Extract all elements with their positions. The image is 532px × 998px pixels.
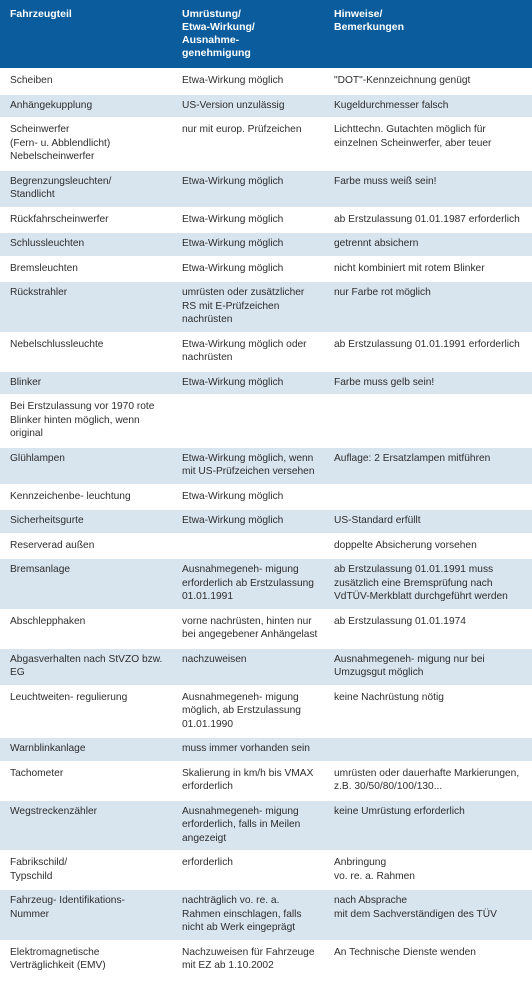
cell-hinweise: keine Umrüstung erforderlich xyxy=(324,800,532,852)
cell-hinweise: ab Erstzulassung 01.01.1974 xyxy=(324,610,532,648)
cell-fahrzeugteil: Warnblinkanlage xyxy=(0,737,172,762)
cell-umruestung: erforderlich xyxy=(172,851,324,889)
cell-hinweise: Farbe muss gelb sein! xyxy=(324,371,532,396)
cell-hinweise xyxy=(324,395,532,447)
table-row xyxy=(0,485,532,510)
cell-hinweise: "DOT"-Kennzeichnung genügt xyxy=(324,69,532,94)
table-row xyxy=(0,941,532,979)
table-row xyxy=(0,800,532,852)
table-row xyxy=(0,558,532,610)
cell-fahrzeugteil: Tachometer xyxy=(0,762,172,800)
table-row xyxy=(0,889,532,941)
cell-fahrzeugteil: Leuchtweiten- regulierung xyxy=(0,686,172,738)
cell-fahrzeugteil: Anhängekupplung xyxy=(0,94,172,119)
cell-fahrzeugteil: Nebelschlussleuchte xyxy=(0,333,172,371)
table-row xyxy=(0,371,532,396)
table-row xyxy=(0,281,532,333)
cell-fahrzeugteil: Bremsanlage xyxy=(0,558,172,610)
cell-umruestung: Skalierung in km/h bis VMAX erforderlich xyxy=(172,762,324,800)
header-umruestung: Umrüstung/ Etwa-Wirkung/ Ausnahme- genehmigung xyxy=(172,0,324,69)
cell-hinweise: getrennt absichern xyxy=(324,232,532,257)
cell-fahrzeugteil: Fahrzeug- Identifikations- Nummer xyxy=(0,889,172,941)
cell-fahrzeugteil: Rückstrahler xyxy=(0,281,172,333)
cell-hinweise: umrüsten oder dauerhafte Markierungen, z.B. 30/50/80/100/130... xyxy=(324,762,532,800)
header-fahrzeugteil: Fahrzeugteil xyxy=(0,0,172,69)
table-row xyxy=(0,509,532,534)
cell-umruestung: muss immer vorhanden sein xyxy=(172,737,324,762)
table-row xyxy=(0,534,532,559)
header-hinweise: Hinweise/ Bemerkungen xyxy=(324,0,532,69)
cell-hinweise: An Technische Dienste wenden xyxy=(324,941,532,979)
table-header xyxy=(0,0,532,69)
cell-umruestung xyxy=(172,534,324,559)
cell-umruestung: Etwa-Wirkung möglich xyxy=(172,257,324,282)
cell-umruestung: Etwa-Wirkung möglich xyxy=(172,170,324,208)
cell-hinweise: Kugeldurchmesser falsch xyxy=(324,94,532,119)
cell-umruestung: umrüsten oder zusätzlicher RS mit E-Prüfzeichen nachrüsten xyxy=(172,281,324,333)
table-row xyxy=(0,69,532,94)
cell-fahrzeugteil: Wegstreckenzähler xyxy=(0,800,172,852)
table-row xyxy=(0,395,532,447)
table-row xyxy=(0,333,532,371)
cell-hinweise: US-Standard erfüllt xyxy=(324,509,532,534)
cell-hinweise xyxy=(324,485,532,510)
cell-fahrzeugteil: Abgasverhalten nach StVZO bzw. EG xyxy=(0,648,172,686)
table-row xyxy=(0,447,532,485)
cell-hinweise xyxy=(324,737,532,762)
cell-hinweise: nur Farbe rot möglich xyxy=(324,281,532,333)
cell-umruestung xyxy=(172,395,324,447)
cell-umruestung: Ausnahmegeneh- migung erforderlich ab Erstzulassung 01.01.1991 xyxy=(172,558,324,610)
cell-umruestung: Etwa-Wirkung möglich, wenn mit US-Prüfzeichen versehen xyxy=(172,447,324,485)
cell-fahrzeugteil: Bremsleuchten xyxy=(0,257,172,282)
cell-hinweise: ab Erstzulassung 01.01.1991 muss zusätzlich eine Bremsprüfung nach VdTÜV-Merkblatt durchgeführt werden xyxy=(324,558,532,610)
table-row xyxy=(0,208,532,233)
cell-umruestung: US-Version unzulässig xyxy=(172,94,324,119)
cell-umruestung: Etwa-Wirkung möglich xyxy=(172,485,324,510)
cell-hinweise: Auflage: 2 Ersatzlampen mitführen xyxy=(324,447,532,485)
cell-umruestung: nachträglich vo. re. a. Rahmen einschlagen, falls nicht ab Werk eingeprägt xyxy=(172,889,324,941)
cell-umruestung: Etwa-Wirkung möglich xyxy=(172,232,324,257)
cell-umruestung: Ausnahmegeneh- migung möglich, ab Erstzulassung 01.01.1990 xyxy=(172,686,324,738)
cell-hinweise: ab Erstzulassung 01.01.1991 erforderlich xyxy=(324,333,532,371)
table-row xyxy=(0,232,532,257)
cell-fahrzeugteil: Bei Erstzulassung vor 1970 rote Blinker hinten möglich, wenn original xyxy=(0,395,172,447)
cell-umruestung: Etwa-Wirkung möglich xyxy=(172,69,324,94)
cell-umruestung: Etwa-Wirkung möglich xyxy=(172,509,324,534)
cell-umruestung: nachzuweisen xyxy=(172,648,324,686)
cell-umruestung: Nachzuweisen für Fahrzeuge mit EZ ab 1.10.2002 xyxy=(172,941,324,979)
cell-fahrzeugteil: Glühlampen xyxy=(0,447,172,485)
cell-fahrzeugteil: Scheinwerfer (Fern- u. Abblendlicht) Nebelscheinwerfer xyxy=(0,118,172,170)
table-row xyxy=(0,118,532,170)
cell-fahrzeugteil: Elektromagnetische Verträglichkeit (EMV) xyxy=(0,941,172,979)
cell-fahrzeugteil: Abschlepphaken xyxy=(0,610,172,648)
table-row xyxy=(0,94,532,119)
cell-fahrzeugteil: Blinker xyxy=(0,371,172,396)
cell-umruestung: Ausnahmegeneh- migung erforderlich, falls in Meilen angezeigt xyxy=(172,800,324,852)
table-row xyxy=(0,648,532,686)
cell-umruestung: Etwa-Wirkung möglich xyxy=(172,371,324,396)
cell-fahrzeugteil: Fabrikschild/ Typschild xyxy=(0,851,172,889)
cell-fahrzeugteil: Scheiben xyxy=(0,69,172,94)
table-row xyxy=(0,851,532,889)
table-row xyxy=(0,257,532,282)
cell-hinweise: doppelte Absicherung vorsehen xyxy=(324,534,532,559)
table-body xyxy=(0,69,532,979)
header-row xyxy=(0,0,532,69)
table-row xyxy=(0,610,532,648)
cell-umruestung: Etwa-Wirkung möglich xyxy=(172,208,324,233)
table-row xyxy=(0,170,532,208)
cell-umruestung: nur mit europ. Prüfzeichen xyxy=(172,118,324,170)
cell-umruestung: vorne nachrüsten, hinten nur bei angegebener Anhängelast xyxy=(172,610,324,648)
cell-hinweise: keine Nachrüstung nötig xyxy=(324,686,532,738)
cell-fahrzeugteil: Reserverad außen xyxy=(0,534,172,559)
cell-hinweise: Lichttechn. Gutachten möglich für einzelnen Scheinwerfer, aber teuer xyxy=(324,118,532,170)
cell-hinweise: ab Erstzulassung 01.01.1987 erforderlich xyxy=(324,208,532,233)
cell-fahrzeugteil: Rückfahrscheinwerfer xyxy=(0,208,172,233)
cell-hinweise: Farbe muss weiß sein! xyxy=(324,170,532,208)
table-row xyxy=(0,762,532,800)
cell-fahrzeugteil: Schlussleuchten xyxy=(0,232,172,257)
table-row xyxy=(0,686,532,738)
cell-hinweise: nicht kombiniert mit rotem Blinker xyxy=(324,257,532,282)
cell-hinweise: nach Absprache mit dem Sachverständigen des TÜV xyxy=(324,889,532,941)
cell-fahrzeugteil: Begrenzungsleuchten/ Standlicht xyxy=(0,170,172,208)
cell-fahrzeugteil: Kennzeichenbe- leuchtung xyxy=(0,485,172,510)
cell-hinweise: Ausnahmegeneh- migung nur bei Umzugsgut möglich xyxy=(324,648,532,686)
cell-hinweise: Anbringung vo. re. a. Rahmen xyxy=(324,851,532,889)
table-row xyxy=(0,737,532,762)
cell-umruestung: Etwa-Wirkung möglich oder nachrüsten xyxy=(172,333,324,371)
cell-fahrzeugteil: Sicherheitsgurte xyxy=(0,509,172,534)
